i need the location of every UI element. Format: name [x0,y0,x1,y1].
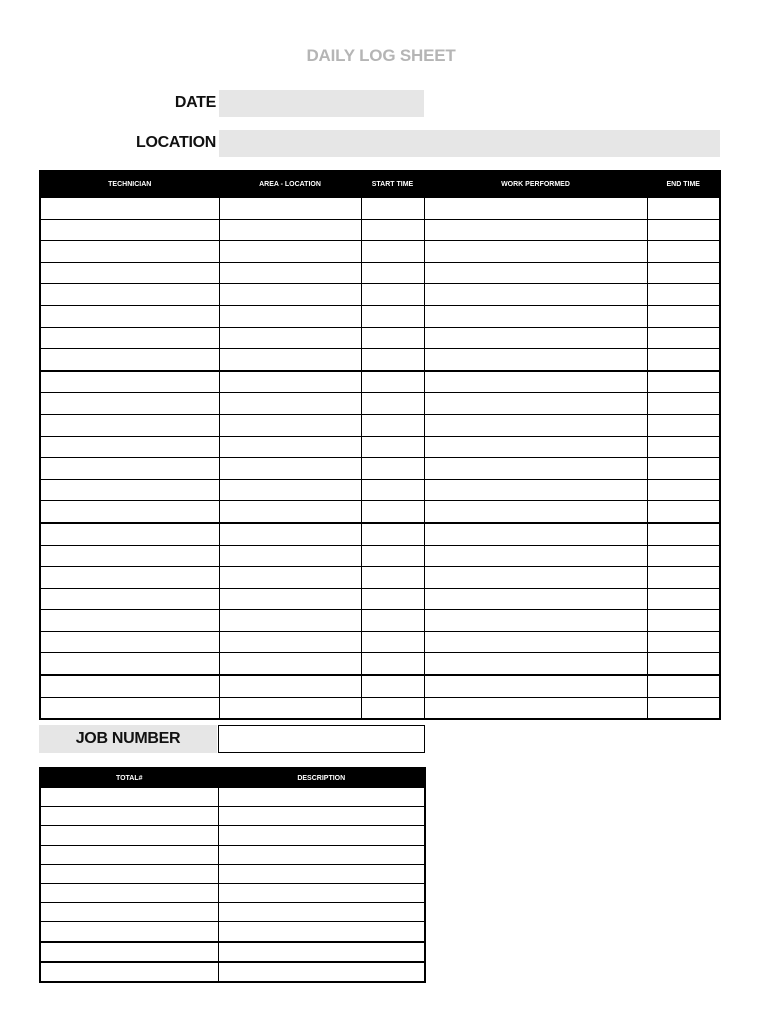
table-cell[interactable] [40,922,218,942]
table-cell[interactable] [219,198,361,220]
table-cell[interactable] [424,588,647,610]
table-cell[interactable] [361,610,424,632]
table-cell[interactable] [361,631,424,653]
column-header-technician: TECHNICIAN [40,171,219,198]
table-cell[interactable] [40,284,219,306]
table-cell[interactable] [424,414,647,436]
table-cell[interactable] [424,436,647,458]
log-table-header [40,171,720,198]
table-cell[interactable] [40,479,219,501]
table-cell[interactable] [647,588,720,610]
table-row [40,807,425,826]
table-cell[interactable] [219,523,361,545]
table-cell[interactable] [361,479,424,501]
table-cell[interactable] [647,305,720,327]
table-cell[interactable] [647,567,720,589]
table-cell[interactable] [424,349,647,371]
table-cell[interactable] [424,610,647,632]
column-header-total: TOTAL# [40,768,218,788]
table-cell[interactable] [647,458,720,480]
table-row [40,305,720,327]
table-row [40,414,720,436]
table-cell[interactable] [219,588,361,610]
table-cell[interactable] [361,241,424,263]
table-cell[interactable] [218,962,425,982]
column-header-area-location: AREA - LOCATION [219,171,361,198]
table-cell[interactable] [218,922,425,942]
table-cell[interactable] [361,697,424,719]
table-row [40,284,720,306]
table-cell[interactable] [361,219,424,241]
table-cell[interactable] [219,284,361,306]
table-cell[interactable] [40,807,218,826]
table-cell[interactable] [40,942,218,962]
table-cell[interactable] [218,883,425,902]
summary-table-header [40,768,425,788]
table-cell[interactable] [219,567,361,589]
table-row [40,826,425,845]
table-cell[interactable] [40,864,218,883]
table-row [40,588,720,610]
table-cell[interactable] [361,305,424,327]
log-table [39,170,721,720]
table-cell[interactable] [424,697,647,719]
table-cell[interactable] [40,631,219,653]
table-cell[interactable] [424,371,647,393]
table-cell[interactable] [424,501,647,523]
table-row [40,371,720,393]
table-row [40,845,425,864]
table-row [40,436,720,458]
table-cell[interactable] [218,826,425,845]
table-cell[interactable] [361,198,424,220]
table-cell[interactable] [361,327,424,349]
table-cell[interactable] [424,631,647,653]
table-cell[interactable] [218,942,425,962]
table-cell[interactable] [218,903,425,922]
table-cell[interactable] [361,393,424,415]
table-cell[interactable] [219,631,361,653]
table-row [40,219,720,241]
table-cell[interactable] [218,788,425,807]
table-cell[interactable] [361,588,424,610]
table-cell[interactable] [361,349,424,371]
table-cell[interactable] [40,653,219,675]
table-cell[interactable] [40,610,219,632]
table-cell[interactable] [647,349,720,371]
job-number-label: JOB NUMBER [39,725,217,753]
table-cell[interactable] [40,962,218,982]
table-cell[interactable] [40,349,219,371]
table-cell[interactable] [219,653,361,675]
table-row [40,198,720,220]
table-row [40,697,720,719]
table-cell[interactable] [40,393,219,415]
table-cell[interactable] [219,501,361,523]
table-cell[interactable] [647,479,720,501]
table-row [40,610,720,632]
table-cell[interactable] [647,241,720,263]
table-cell[interactable] [361,567,424,589]
table-cell[interactable] [219,545,361,567]
table-cell[interactable] [424,458,647,480]
table-cell[interactable] [40,523,219,545]
table-cell[interactable] [647,219,720,241]
table-cell[interactable] [424,198,647,220]
table-cell[interactable] [40,436,219,458]
table-cell[interactable] [40,327,219,349]
table-row [40,545,720,567]
table-cell[interactable] [218,845,425,864]
table-cell[interactable] [424,327,647,349]
table-cell[interactable] [424,241,647,263]
column-header-start-time: START TIME [361,171,424,198]
summary-table [39,767,426,983]
table-cell[interactable] [40,675,219,697]
date-field[interactable] [219,90,424,117]
table-cell[interactable] [424,479,647,501]
table-cell[interactable] [647,545,720,567]
location-field[interactable] [219,130,720,157]
table-cell[interactable] [40,501,219,523]
table-cell[interactable] [647,653,720,675]
table-row [40,241,720,263]
table-cell[interactable] [361,675,424,697]
table-cell[interactable] [361,653,424,675]
table-row [40,864,425,883]
table-cell[interactable] [219,610,361,632]
table-cell[interactable] [647,610,720,632]
table-row [40,393,720,415]
table-cell[interactable] [219,349,361,371]
table-cell[interactable] [647,414,720,436]
table-cell[interactable] [361,436,424,458]
table-row [40,501,720,523]
table-row [40,631,720,653]
table-cell[interactable] [40,219,219,241]
table-row [40,962,425,982]
table-cell[interactable] [40,826,218,845]
table-cell[interactable] [40,883,218,902]
table-cell[interactable] [40,588,219,610]
date-label: DATE [174,94,216,111]
table-cell[interactable] [40,262,219,284]
table-row [40,922,425,942]
table-row [40,479,720,501]
table-cell[interactable] [219,436,361,458]
table-cell[interactable] [647,327,720,349]
table-cell[interactable] [424,545,647,567]
table-row [40,349,720,371]
table-cell[interactable] [647,501,720,523]
table-cell[interactable] [647,523,720,545]
table-cell[interactable] [219,327,361,349]
table-cell[interactable] [361,262,424,284]
table-cell[interactable] [219,458,361,480]
column-header-end-time: END TIME [647,171,720,198]
column-header-work-performed: WORK PERFORMED [424,171,647,198]
table-cell[interactable] [40,903,218,922]
table-cell[interactable] [424,219,647,241]
table-cell[interactable] [361,501,424,523]
table-cell[interactable] [40,198,219,220]
table-cell[interactable] [424,675,647,697]
table-cell[interactable] [40,458,219,480]
table-cell[interactable] [40,414,219,436]
table-cell[interactable] [40,845,218,864]
table-row [40,523,720,545]
table-cell[interactable] [361,371,424,393]
table-row [40,942,425,962]
table-cell[interactable] [219,262,361,284]
table-row [40,903,425,922]
table-cell[interactable] [219,414,361,436]
table-cell[interactable] [647,393,720,415]
table-cell[interactable] [424,262,647,284]
table-cell[interactable] [219,393,361,415]
table-cell[interactable] [40,371,219,393]
table-cell[interactable] [40,305,219,327]
table-row [40,788,425,807]
table-cell[interactable] [424,567,647,589]
table-cell[interactable] [424,523,647,545]
table-cell[interactable] [219,219,361,241]
table-cell[interactable] [40,545,219,567]
table-row [40,653,720,675]
table-row [40,458,720,480]
table-cell[interactable] [647,631,720,653]
table-cell[interactable] [40,788,218,807]
table-cell[interactable] [40,567,219,589]
table-cell[interactable] [647,436,720,458]
table-cell[interactable] [219,371,361,393]
table-cell[interactable] [218,807,425,826]
table-cell[interactable] [361,523,424,545]
location-label: LOCATION [136,134,216,151]
table-cell[interactable] [361,545,424,567]
table-cell[interactable] [647,675,720,697]
table-cell[interactable] [40,241,219,263]
table-cell[interactable] [219,305,361,327]
column-header-description: DESCRIPTION [218,768,425,788]
table-cell[interactable] [361,458,424,480]
table-cell[interactable] [424,393,647,415]
table-cell[interactable] [219,697,361,719]
page-title: DAILY LOG SHEET [306,46,456,65]
table-cell[interactable] [424,305,647,327]
table-cell[interactable] [647,262,720,284]
table-row [40,883,425,902]
table-row [40,675,720,697]
table-cell[interactable] [424,653,647,675]
job-number-field[interactable] [218,725,425,753]
table-cell[interactable] [647,198,720,220]
table-cell[interactable] [219,241,361,263]
table-cell[interactable] [40,697,219,719]
table-row [40,567,720,589]
table-cell[interactable] [647,697,720,719]
table-cell[interactable] [424,284,647,306]
table-cell[interactable] [361,284,424,306]
table-row [40,262,720,284]
table-cell[interactable] [647,284,720,306]
table-cell[interactable] [361,414,424,436]
table-row [40,327,720,349]
table-cell[interactable] [219,675,361,697]
table-cell[interactable] [647,371,720,393]
table-cell[interactable] [218,864,425,883]
table-cell[interactable] [219,479,361,501]
